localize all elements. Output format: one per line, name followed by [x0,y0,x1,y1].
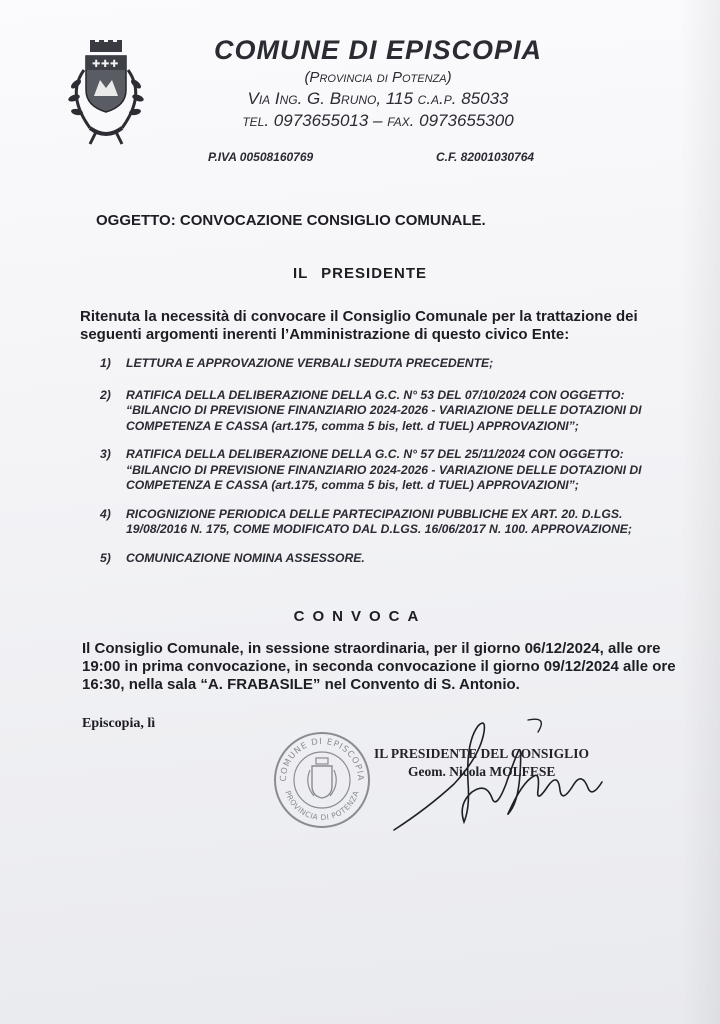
signature-name: Geom. Nicola MOLFESE [408,764,556,779]
tax-code: C.F. 82001030764 [436,150,535,164]
agenda-item-number: 3) [100,447,111,461]
stamp-bottom-text: PROVINCIA DI POTENZA [283,789,361,823]
stamp-top-text: COMUNE DI EPISCOPIA [278,736,366,782]
official-stamp-icon [272,730,372,830]
place-date: Episcopia, lì [82,716,156,731]
agenda-item-text: RATIFICA DELLA DELIBERAZIONE DELLA G.C. N° 57 DEL 25/11/2024 CON OGGETTO: “BILANCIO DI PREVISIONE FINANZIARIO 2024-2026 - VARIAZIONE DELLE DOTAZIONI DI COMPETENZA E CASSA (art.175, comma 5 bis, lett. d TUEL) APPROVAZIONI”; [126,447,642,492]
president-heading: IL PRESIDENTE [292,265,428,282]
phone-line: tel. 0973655013 – fax. 0973655300 [242,111,514,130]
intro-paragraph: Ritenuta la necessità di convocare il Consiglio Comunale per la trattazione dei seguenti argomenti inerenti l’Amministrazione di questo civico Ente: [80,308,638,343]
agenda-item [96,356,656,372]
coat-of-arms-icon [60,40,152,152]
svg-text:✚: ✚ [110,59,119,70]
agenda-item-text: RATIFICA DELLA DELIBERAZIONE DELLA G.C. N° 53 DEL 07/10/2024 CON OGGETTO: “BILANCIO DI PREVISIONE FINANZIARIO 2024-2026 - VARIAZIONE DELLE DOTAZIONI DI COMPETENZA E CASSA (art.175, comma 5 bis, lett. d TUEL) APPROVAZIONI”; [126,387,642,433]
agenda-item-text: RICOGNIZIONE PERIODICA DELLE PARTECIPAZIONI PUBBLICHE EX ART. 20. D.LGS. 19/08/2016 N. 175, COME MODIFICATO DAL D.LGS. 16/06/2017 N. 100. APPROVAZIONE; [126,506,632,536]
vat-number: P.IVA 00508160769 [208,150,314,164]
letterhead [188,34,568,132]
agenda-item [96,447,656,494]
agenda-list [96,356,656,579]
agenda-item-number: 2) [100,387,111,402]
page-shadow [680,0,720,1024]
svg-text:✚: ✚ [92,59,101,70]
agenda-item [96,551,656,567]
province-line: (Provincia di Potenza) [304,69,452,86]
svg-text:✚: ✚ [101,59,110,70]
address-line: Via Ing. G. Bruno, 115 c.a.p. 85033 [247,89,509,108]
agenda-item-number: 1) [100,356,111,370]
convoca-heading: CONVOCA [293,608,427,625]
subject-line: OGGETTO: CONVOCAZIONE CONSIGLIO COMUNALE. [96,212,486,229]
handwritten-signature-icon [388,712,608,842]
agenda-item [96,388,656,435]
agenda-item-number: 4) [100,506,111,521]
agenda-item [96,507,656,538]
agenda-item-number: 5) [100,550,111,565]
municipality-title: COMUNE DI EPISCOPIA [213,35,543,65]
agenda-item-text: COMUNICAZIONE NOMINA ASSESSORE. [126,550,365,565]
signature-title: IL PRESIDENTE DEL CONSIGLIO [374,746,589,761]
agenda-item-text: LETTURA E APPROVAZIONE VERBALI SEDUTA PRECEDENTE; [126,356,494,370]
convocation-paragraph: Il Consiglio Comunale, in sessione straordinaria, per il giorno 06/12/2024, alle ore 19:00 in prima convocazione, in seconda convocazione il giorno 09/12/2024 alle ore 16:30, nella sala “A. FRABASILE” nel Convento di S. Antonio. [82,640,676,693]
